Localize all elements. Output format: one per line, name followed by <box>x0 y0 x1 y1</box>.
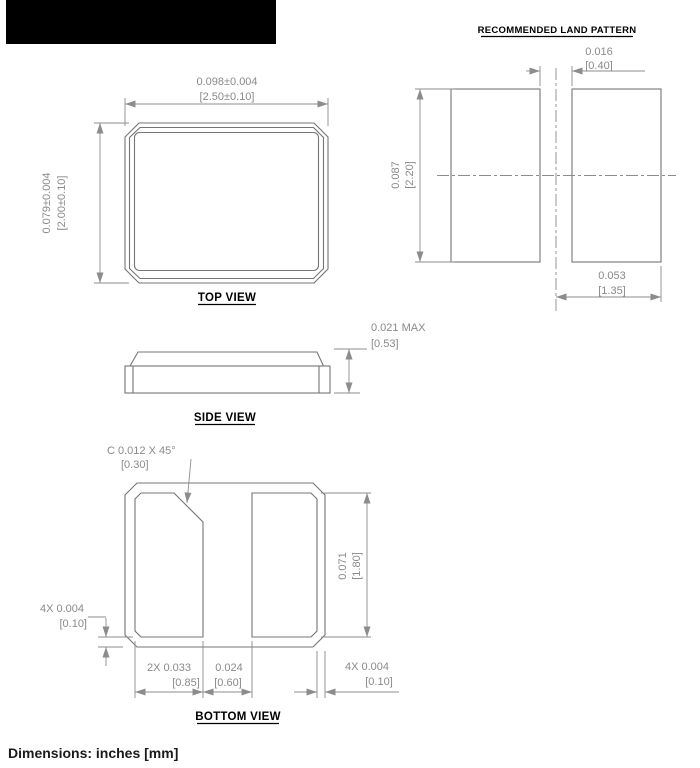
right-pad <box>252 493 317 637</box>
land-pattern-title: RECOMMENDED LAND PATTERN <box>477 25 637 36</box>
height-dim-mm: [2.20] <box>404 161 416 189</box>
corner-right-dim-mm: [0.10] <box>365 676 393 688</box>
pad-gap-dim-mm: [0.60] <box>214 677 242 689</box>
package-lid-profile <box>130 352 324 366</box>
units-note: Dimensions: inches [mm] <box>8 745 179 761</box>
pad-width-dim-inches: 2X 0.033 <box>146 662 192 674</box>
corner-left-dim-mm: [0.10] <box>59 618 87 630</box>
pad-width-dim-inches: 0.053 <box>598 270 626 282</box>
width-dim-inches: 0.098±0.004 <box>196 76 258 88</box>
height-dim-inches: 0.087 <box>390 161 402 189</box>
corner-right-dim-inches: 4X 0.004 <box>344 661 390 673</box>
gap-dim-mm: [0.40] <box>585 60 613 72</box>
pad-height-dim-inches: 0.071 <box>337 552 349 580</box>
bottom-view-label: BOTTOM VIEW <box>195 711 281 723</box>
bottom-view <box>40 445 399 724</box>
width-dim-mm: [2.50±0.10] <box>199 91 255 103</box>
land-pattern-view <box>390 25 676 312</box>
corner-left-dim-inches: 4X 0.004 <box>39 603 84 615</box>
chamfer-dim-mm: [0.30] <box>121 459 149 471</box>
side-view-label: SIDE VIEW <box>193 412 257 424</box>
height-extension-lines <box>94 123 129 283</box>
pad-height-dim-mm: [1.80] <box>351 552 363 580</box>
height-dim-inches: 0.079±0.004 <box>41 172 53 234</box>
pad-width-dim-mm: [0.85] <box>172 677 200 689</box>
pad-width-dim-mm: [1.35] <box>598 285 626 297</box>
height-dim-mm: [2.00±0.10] <box>56 175 68 231</box>
height-dim-inches: 0.021 MAX <box>371 322 426 334</box>
left-pad <box>135 493 203 637</box>
package-body <box>125 366 330 393</box>
pad-gap-dim-inches: 0.024 <box>215 662 243 674</box>
top-view <box>41 76 328 305</box>
gap-dim-inches: 0.016 <box>585 46 613 58</box>
chamfer-dim-inches: C 0.012 X 45° <box>107 445 176 457</box>
height-dim-mm: [0.53] <box>371 338 399 350</box>
logo-block <box>6 0 276 44</box>
package-outline <box>125 123 328 283</box>
top-view-label: TOP VIEW <box>197 292 257 304</box>
side-view <box>125 322 426 425</box>
height-extension-lines <box>334 349 367 393</box>
